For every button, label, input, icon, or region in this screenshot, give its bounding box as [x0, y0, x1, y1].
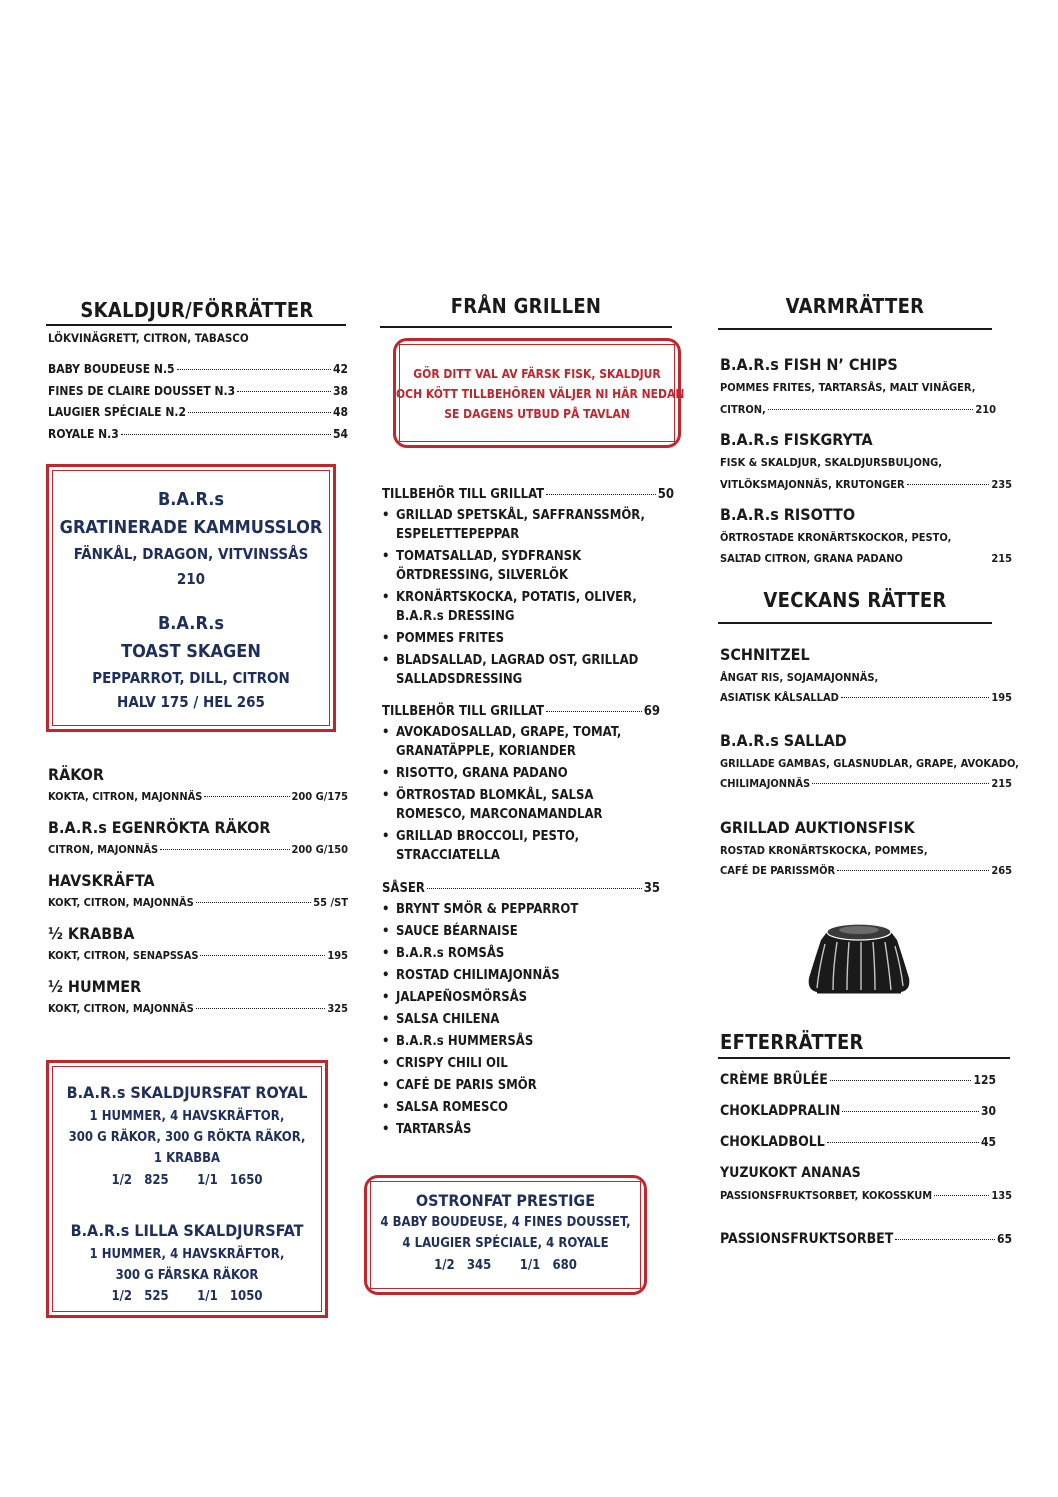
header-varmratter: VARMRÄTTER [785, 294, 925, 318]
box-line: 300 G FÄRSKA RÄKOR [115, 1268, 259, 1283]
box-line: B.A.R.s [157, 489, 225, 510]
list-item: • JALAPEÑOSMÖRSÅS [382, 988, 662, 1007]
menu-line: CHOKLADBOLL 45 [720, 1134, 996, 1150]
menu-line: KOKT, CITRON, SENAPSSAS 195 [48, 949, 348, 962]
menu-line: BABY BOUDEUSE N.5 42 [48, 362, 348, 376]
item-desc: GRILLADE GAMBAS, GLASNUDLAR, GRAPE, AVOKADO, [720, 757, 1019, 770]
special-box-scallops [46, 464, 336, 732]
item-title: B.A.R.s RISOTTO [720, 505, 856, 524]
item-desc: ÅNGAT RIS, SOJAMAJONNÄS, [720, 671, 879, 684]
jelly-mold-illustration [805, 918, 913, 998]
list-item: • B.A.R.s ROMSÅS [382, 944, 662, 963]
list-item: • BLADSALLAD, LAGRAD OST, GRILLAD SALLADSDRESSING [382, 651, 647, 689]
list-item: • CAFÉ DE PARIS SMÖR [382, 1076, 662, 1095]
menu-line: CAFÉ DE PARISSMÖR 265 [720, 864, 1012, 877]
box-line: B.A.R.s SKALDJURSFAT ROYAL [66, 1083, 308, 1102]
box-line: 1/2 825 1/1 1650 [111, 1173, 263, 1188]
menu-line: PASSIONSFRUKTSORBET 65 [720, 1231, 1012, 1247]
item-desc: ROSTAD KRONÄRTSKOCKA, POMMES, [720, 844, 928, 857]
list-item: • SAUCE BÉARNAISE [382, 922, 662, 941]
box-line: OSTRONFAT PRESTIGE [415, 1191, 596, 1210]
list-item: • RISOTTO, GRANA PADANO [382, 764, 662, 783]
box-line: 1/2 525 1/1 1050 [111, 1289, 263, 1304]
item-title: ½ HUMMER [48, 977, 142, 996]
menu-line: SALTAD CITRON, GRANA PADANO 215 [720, 552, 1012, 565]
menu-line: PASSIONSFRUKTSORBET, KOKOSSKUM 135 [720, 1189, 1012, 1202]
header-rule [718, 1057, 1010, 1059]
special-box-platters [46, 1060, 328, 1318]
list-item: • B.A.R.s HUMMERSÅS [382, 1032, 662, 1051]
box-line: B.A.R.s [157, 613, 225, 634]
item-title: B.A.R.s FISKGRYTA [720, 430, 873, 449]
list-item: • SALSA ROMESCO [382, 1098, 662, 1117]
menu-line: FINES DE CLAIRE DOUSSET N.3 38 [48, 384, 348, 398]
group-title: TILLBEHÖR TILL GRILLAT 69 [382, 704, 660, 719]
item-desc: FISK & SKALDJUR, SKALDJURSBULJONG, [720, 456, 943, 469]
item-title: RÄKOR [48, 765, 104, 784]
box-line: B.A.R.s LILLA SKALDJURSFAT [70, 1221, 304, 1240]
box-line: TOAST SKAGEN [121, 641, 261, 662]
notice-line: SE DAGENS UTBUD PÅ TAVLAN [444, 407, 630, 421]
menu-line: CITRON, MAJONNÄS 200 G/150 [48, 843, 348, 856]
notice-box [393, 338, 685, 448]
item-title: B.A.R.s SALLAD [720, 731, 847, 750]
list-item: • AVOKADOSALLAD, GRAPE, TOMAT, GRANATÄPPLE, KORIANDER [382, 723, 662, 761]
menu-line: LAUGIER SPÉCIALE N.2 48 [48, 405, 348, 419]
box-line: 1 KRABBA [153, 1151, 221, 1166]
item-title: GRILLAD AUKTIONSFISK [720, 818, 915, 837]
box-line: 300 G RÄKOR, 300 G RÖKTA RÄKOR, [68, 1130, 306, 1145]
header-grillen: FRÅN GRILLEN [450, 294, 602, 318]
group1-list [382, 506, 647, 692]
list-item: • BRYNT SMÖR & PEPPARROT [382, 900, 662, 919]
menu-line: ASIATISK KÅLSALLAD 195 [720, 691, 1012, 704]
item-title: YUZUKOKT ANANAS [720, 1165, 861, 1181]
item-title: SCHNITZEL [720, 645, 810, 664]
menu-line: KOKT, CITRON, MAJONNÄS 55 /ST [48, 896, 348, 909]
box-line: 210 [176, 570, 206, 588]
item-title: ½ KRABBA [48, 924, 135, 943]
list-item: • SALSA CHILENA [382, 1010, 662, 1029]
group-title: TILLBEHÖR TILL GRILLAT 50 [382, 487, 674, 502]
list-item: • TOMATSALLAD, SYDFRANSK ÖRTDRESSING, SILVERLÖK [382, 547, 647, 585]
menu-line: KOKTA, CITRON, MAJONNÄS 200 G/175 [48, 790, 348, 803]
header-rule [718, 622, 992, 624]
item-title: HAVSKRÄFTA [48, 871, 155, 890]
list-item: • GRILLAD BROCCOLI, PESTO, STRACCIATELLA [382, 827, 662, 865]
group-title: SÅSER 35 [382, 881, 660, 896]
sauces-list [382, 900, 662, 1142]
list-item: • CRISPY CHILI OIL [382, 1054, 662, 1073]
box-line: 1/2 345 1/1 680 [434, 1258, 577, 1273]
menu-line: CHILIMAJONNÄS 215 [720, 777, 1012, 790]
box-line: FÄNKÅL, DRAGON, VITVINSSÅS [73, 545, 309, 563]
item-desc: ÖRTROSTADE KRONÄRTSKOCKOR, PESTO, [720, 531, 952, 544]
header-rule [46, 324, 346, 326]
item-title: B.A.R.s EGENRÖKTA RÄKOR [48, 818, 271, 837]
box-line: PEPPARROT, DILL, CITRON [92, 669, 290, 687]
item-desc: POMMES FRITES, TARTARSÅS, MALT VINÄGER, [720, 381, 976, 394]
notice-line: GÖR DITT VAL AV FÄRSK FISK, SKALDJUR [413, 367, 661, 381]
box-line: 1 HUMMER, 4 HAVSKRÄFTOR, [89, 1247, 285, 1262]
header-veckans: VECKANS RÄTTER [763, 588, 947, 612]
menu-line: CRÈME BRÛLÉE 125 [720, 1072, 996, 1088]
header-skaldjur: SKALDJUR/FÖRRÄTTER [80, 298, 314, 322]
oyster-platter-box [364, 1175, 647, 1295]
header-efterratter: EFTERRÄTTER [720, 1030, 864, 1054]
oyster-subtitle: LÖKVINÄGRETT, CITRON, TABASCO [48, 331, 249, 345]
menu-line: CITRON, 210 [720, 403, 996, 416]
notice-line: OCH KÖTT TILLBEHÖREN VÄLJER NI HÄR NEDAN [396, 387, 685, 401]
list-item: • TARTARSÅS [382, 1120, 662, 1139]
item-title: B.A.R.s FISH N’ CHIPS [720, 355, 898, 374]
header-rule [380, 326, 672, 328]
box-line: 4 BABY BOUDEUSE, 4 FINES DOUSSET, [380, 1215, 631, 1230]
box-line: HALV 175 / HEL 265 [117, 693, 265, 711]
list-item: • ÖRTROSTAD BLOMKÅL, SALSA ROMESCO, MARCONAMANDLAR [382, 786, 662, 824]
header-rule [718, 328, 992, 330]
list-item: • GRILLAD SPETSKÅL, SAFFRANSSMÖR, ESPELETTEPEPPAR [382, 506, 647, 544]
menu-line: ROYALE N.3 54 [48, 427, 348, 441]
menu-line: VITLÖKSMAJONNÄS, KRUTONGER 235 [720, 478, 1012, 491]
group2-list [382, 723, 662, 868]
box-line: GRATINERADE KAMMUSSLOR [59, 517, 323, 538]
box-line: 4 LAUGIER SPÉCIALE, 4 ROYALE [402, 1236, 609, 1251]
box-line: 1 HUMMER, 4 HAVSKRÄFTOR, [89, 1109, 285, 1124]
list-item: • KRONÄRTSKOCKA, POTATIS, OLIVER, B.A.R.s DRESSING [382, 588, 647, 626]
list-item: • POMMES FRITES [382, 629, 647, 648]
menu-line: KOKT, CITRON, MAJONNÄS 325 [48, 1002, 348, 1015]
menu-line: CHOKLADPRALIN 30 [720, 1103, 996, 1119]
list-item: • ROSTAD CHILIMAJONNÄS [382, 966, 662, 985]
